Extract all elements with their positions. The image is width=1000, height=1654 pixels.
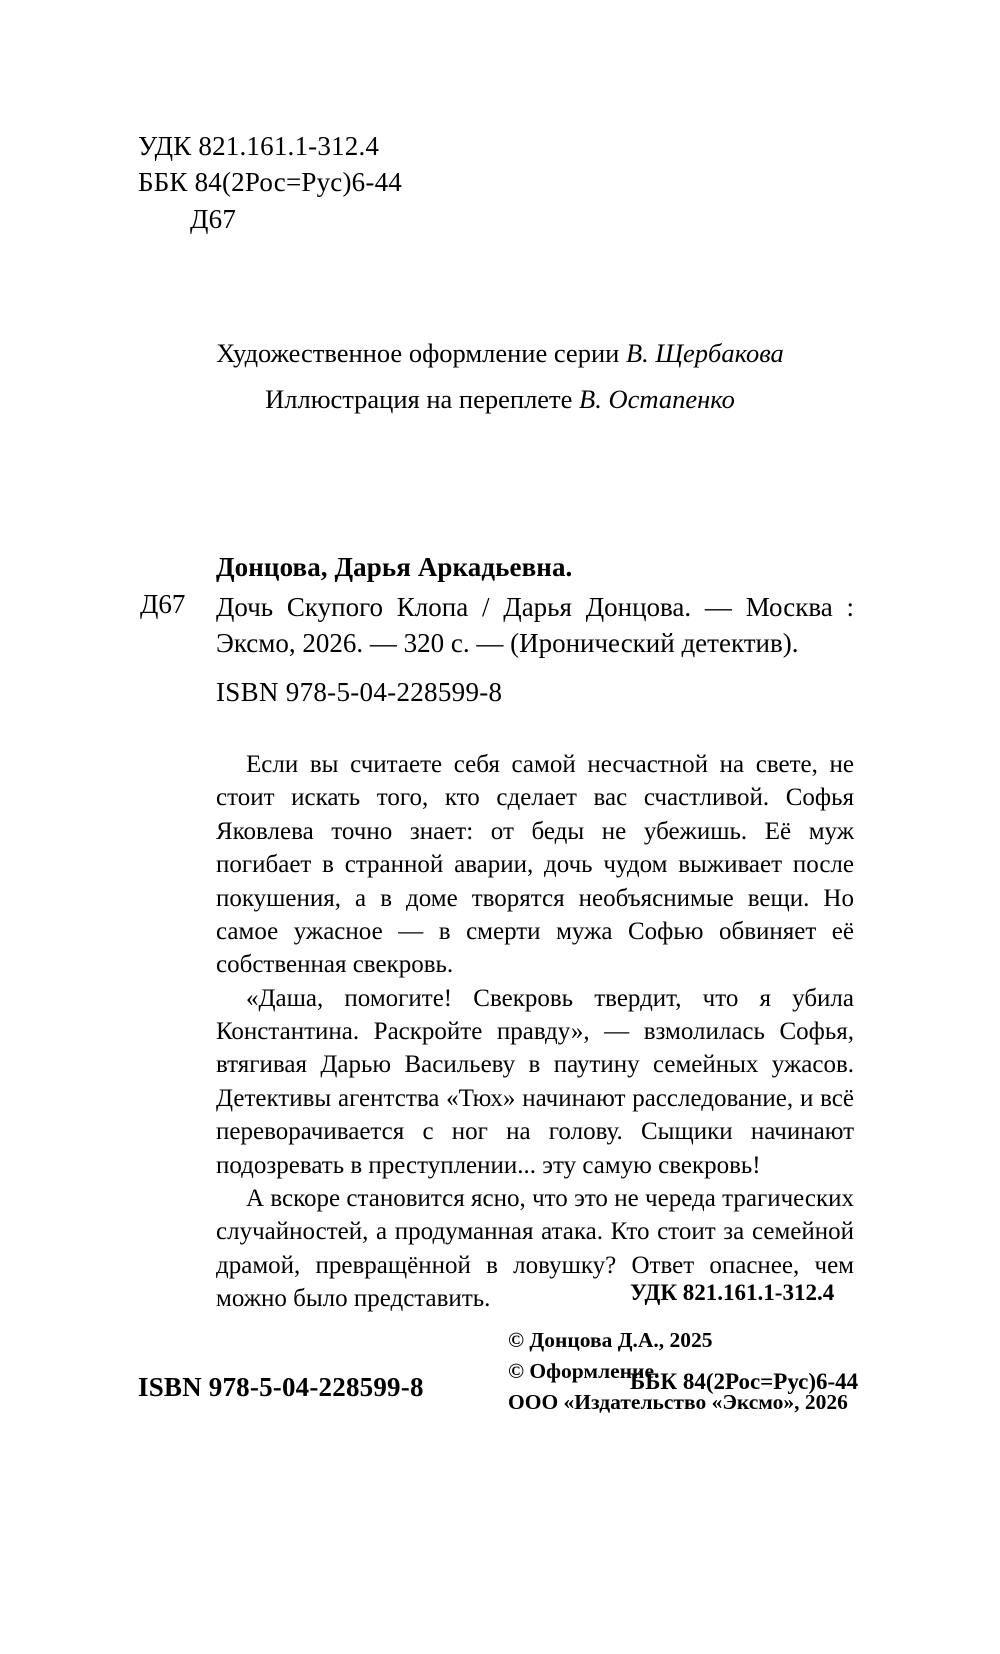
copyright-block bbox=[508, 1325, 848, 1419]
cover-illustration-author: В. Остапенко bbox=[579, 384, 735, 415]
series-design-author: В. Щербакова bbox=[625, 338, 784, 368]
catalog-record bbox=[138, 552, 854, 708]
bbk-code-top: ББК 84(2Рос=Рус)6-44 bbox=[138, 167, 402, 198]
record-body bbox=[138, 589, 854, 661]
udk-code-top: УДК 821.161.1-312.4 bbox=[138, 131, 380, 161]
design-credits bbox=[0, 330, 1000, 423]
classification-codes-top bbox=[138, 128, 402, 237]
cover-illustration-line bbox=[0, 376, 1000, 422]
annotation-paragraph: Если вы считаете себя самой несчастной на свете, не стоит искать того, кто сделает вас счастливой. Софья Яковлева точно знает: от беды не убежишь. Её муж погибает в странной аварии, дочь чудом выживает после покушения, а в доме творятся необъяснимые вещи. Но самое ужасное — в смерти мужа Софью обвиняет её собственная свекровь. bbox=[216, 751, 854, 979]
record-shelf-code: Д67 bbox=[140, 589, 186, 619]
annotation-paragraph: А вскоре становится ясно, что это не череда трагических случайностей, а продуманная атака. Кто стоит за семейной драмой, превращённой в ловушку? Ответ опаснее, чем можно было представить. bbox=[216, 1184, 854, 1312]
series-design-label: Художественное оформление серии bbox=[216, 338, 626, 368]
record-description: Дочь Скупого Клопа / Дарья Донцова. — Москва : Эксмо, 2026. — 320 с. — (Иронический детектив). bbox=[216, 592, 854, 659]
cover-illustration-label: Иллюстрация на переплете bbox=[265, 384, 580, 415]
record-author: Донцова, Дарья Аркадьевна. bbox=[216, 552, 573, 582]
copyright-author: © Донцова Д.А., 2025 bbox=[508, 1328, 713, 1352]
copyright-design: © Оформление. bbox=[508, 1359, 660, 1384]
shelf-code-top: Д67 bbox=[190, 203, 237, 234]
record-isbn: ISBN 978-5-04-228599-8 bbox=[216, 677, 503, 708]
series-design-line bbox=[0, 330, 1000, 376]
bbk-code-bottom: ББК 84(2Рос=Рус)6-44 bbox=[630, 1369, 859, 1395]
isbn-bottom: ISBN 978-5-04-228599-8 bbox=[138, 1372, 424, 1402]
copyright-publisher: ООО «Издательство «Эксмо», 2026 bbox=[508, 1390, 848, 1415]
annotation-paragraph: «Даша, помогите! Свекровь твердит, что я убила Константина. Раскройте правду», — взмолилась Софья, втягивая Дарью Васильеву в паутину семейных ужасов. Детективы агентства «Тюх» начинают расследование, и всё переворачивается с ног на голову. Сыщики начинают подозревать в преступлении... эту самую свекровь! bbox=[216, 984, 854, 1179]
udk-code-bottom: УДК 821.161.1-312.4 bbox=[630, 1279, 835, 1305]
